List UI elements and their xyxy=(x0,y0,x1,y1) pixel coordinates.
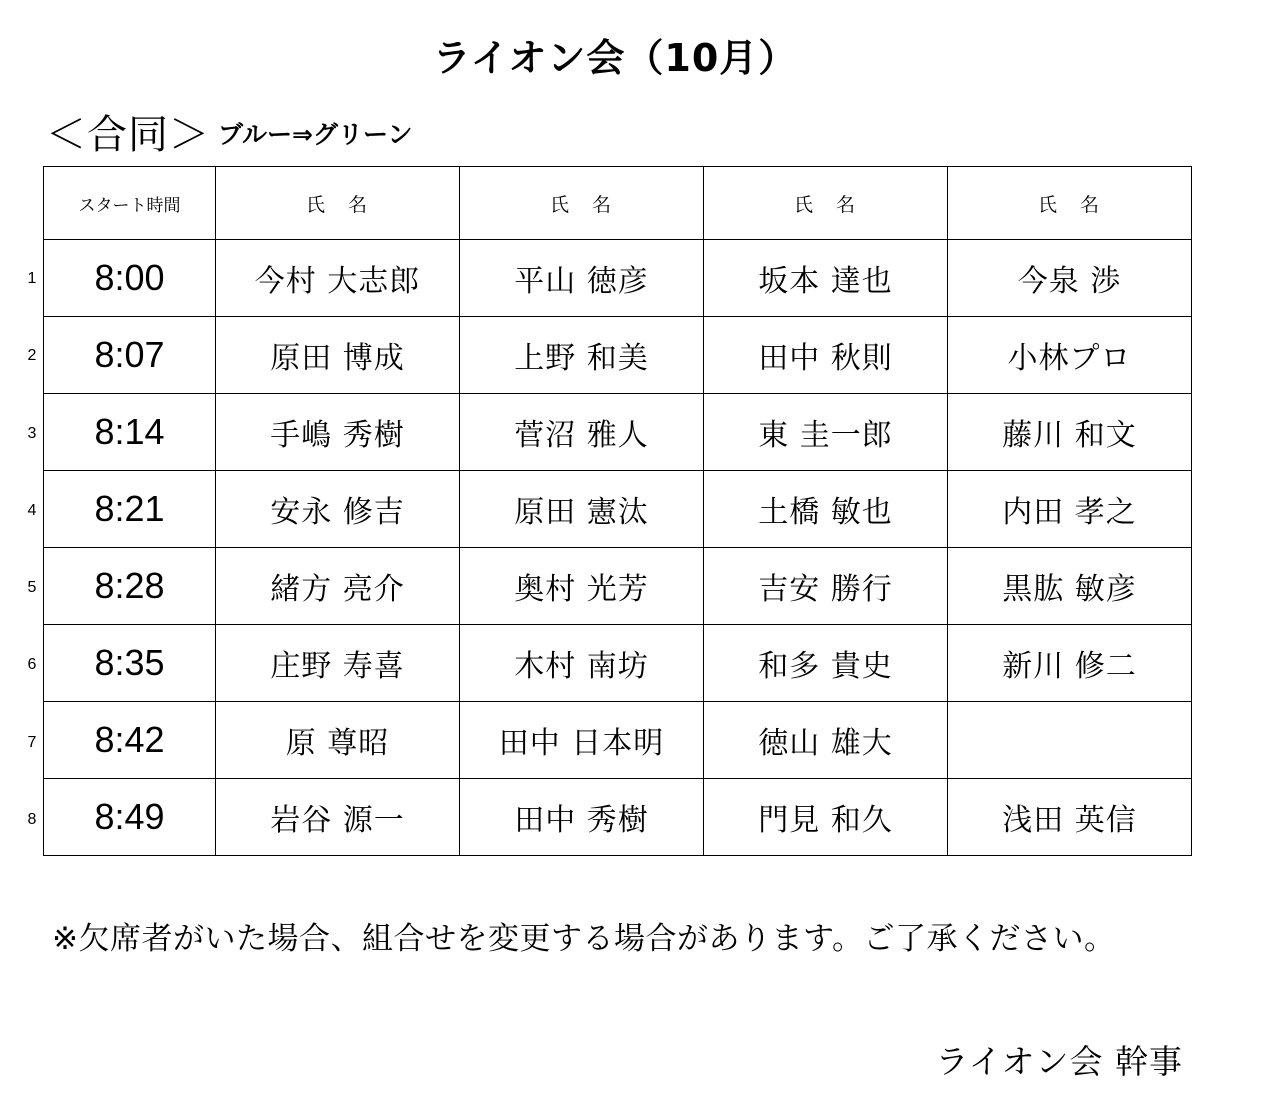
player-name-cell: 緒方 亮介 xyxy=(216,548,460,625)
table-row xyxy=(44,702,1192,779)
start-time-cell: 8:14 xyxy=(44,394,216,471)
row-number: 6 xyxy=(27,656,37,674)
start-time-cell: 8:00 xyxy=(44,240,216,317)
signature: ライオン会 幹事 xyxy=(935,1042,1183,1081)
column-header-start-time: スタート時間 xyxy=(44,167,216,240)
player-name-cell: 門見 和久 xyxy=(704,779,948,856)
table-header-row xyxy=(44,167,1192,240)
player-name-cell: 新川 修二 xyxy=(948,625,1192,702)
column-header-name: 氏 名 xyxy=(704,167,948,240)
table-row xyxy=(44,548,1192,625)
table-row xyxy=(44,625,1192,702)
page-title: ライオン会（10月） xyxy=(432,36,798,80)
start-time-cell: 8:35 xyxy=(44,625,216,702)
player-name-cell: 和多 貴史 xyxy=(704,625,948,702)
subtitle xyxy=(46,108,412,162)
player-name-cell: 庄野 寿喜 xyxy=(216,625,460,702)
player-name-cell: 今村 大志郎 xyxy=(216,240,460,317)
row-number: 8 xyxy=(27,811,37,829)
row-number: 2 xyxy=(27,347,37,365)
player-name-cell: 手嶋 秀樹 xyxy=(216,394,460,471)
row-number: 3 xyxy=(27,424,37,442)
tee-time-table xyxy=(43,166,1192,856)
player-name-cell: 菅沼 雅人 xyxy=(460,394,704,471)
player-name-cell: 平山 徳彦 xyxy=(460,240,704,317)
row-number: 1 xyxy=(27,270,37,287)
table-row xyxy=(44,240,1192,317)
table-row xyxy=(44,394,1192,471)
start-time-cell: 8:42 xyxy=(44,702,216,779)
player-name-cell: 黒肱 敏彦 xyxy=(948,548,1192,625)
absence-notice: ※欠席者がいた場合、組合せを変更する場合があります。ご了承ください。 xyxy=(52,921,1116,957)
player-name-cell: 浅田 英信 xyxy=(948,779,1192,856)
player-name-cell xyxy=(948,702,1192,779)
start-time-cell: 8:07 xyxy=(44,317,216,394)
row-number: 7 xyxy=(27,733,37,751)
player-name-cell: 土橋 敏也 xyxy=(704,471,948,548)
player-name-cell: 藤川 和文 xyxy=(948,394,1192,471)
player-name-cell: 田中 秋則 xyxy=(704,317,948,394)
player-name-cell: 上野 和美 xyxy=(460,317,704,394)
column-header-name: 氏 名 xyxy=(216,167,460,240)
row-number-column xyxy=(22,240,42,858)
player-name-cell: 小林プロ xyxy=(948,317,1192,394)
player-name-cell: 原田 博成 xyxy=(216,317,460,394)
table-row xyxy=(44,317,1192,394)
player-name-cell: 徳山 雄大 xyxy=(704,702,948,779)
player-name-cell: 岩谷 源一 xyxy=(216,779,460,856)
table-row xyxy=(44,471,1192,548)
player-name-cell: 田中 日本明 xyxy=(460,702,704,779)
player-name-cell: 東 圭一郎 xyxy=(704,394,948,471)
player-name-cell: 奥村 光芳 xyxy=(460,548,704,625)
player-name-cell: 田中 秀樹 xyxy=(460,779,704,856)
row-number: 5 xyxy=(27,579,37,597)
course-label: ブルー⇒グリーン xyxy=(218,120,413,149)
player-name-cell: 木村 南坊 xyxy=(460,625,704,702)
start-time-cell: 8:49 xyxy=(44,779,216,856)
start-time-cell: 8:28 xyxy=(44,548,216,625)
start-time-cell: 8:21 xyxy=(44,471,216,548)
player-name-cell: 吉安 勝行 xyxy=(704,548,948,625)
player-name-cell: 今泉 渉 xyxy=(948,240,1192,317)
player-name-cell: 原 尊昭 xyxy=(216,702,460,779)
group-label: ＜合同＞ xyxy=(46,112,210,158)
table-row xyxy=(44,779,1192,856)
column-header-name: 氏 名 xyxy=(948,167,1192,240)
row-number: 4 xyxy=(27,501,37,519)
player-name-cell: 坂本 達也 xyxy=(704,240,948,317)
player-name-cell: 内田 孝之 xyxy=(948,471,1192,548)
player-name-cell: 安永 修吉 xyxy=(216,471,460,548)
player-name-cell: 原田 憲汰 xyxy=(460,471,704,548)
column-header-name: 氏 名 xyxy=(460,167,704,240)
